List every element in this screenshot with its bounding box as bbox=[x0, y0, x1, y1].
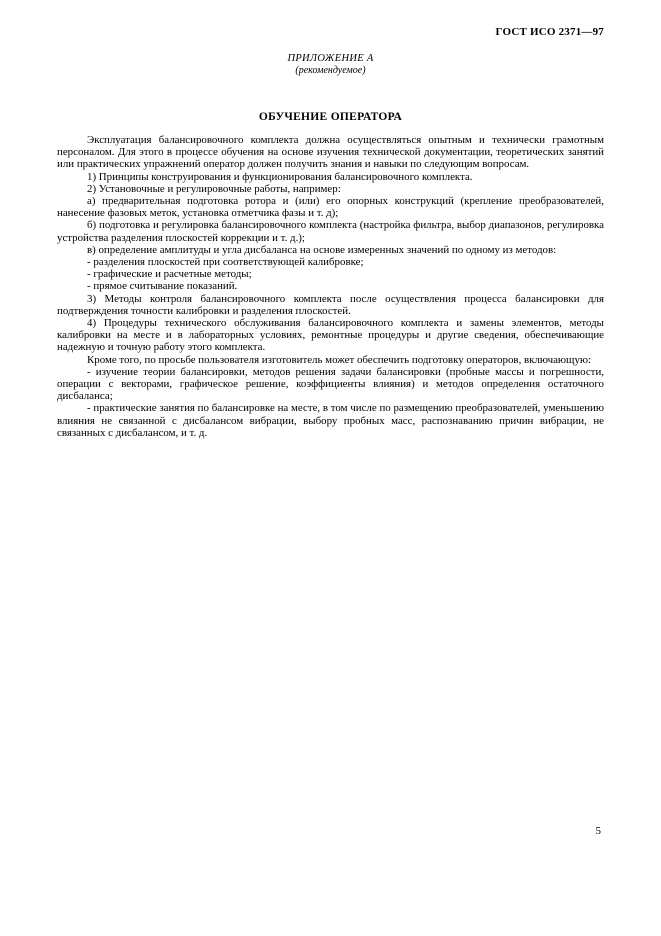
dash-item-5: - практические занятия по балансировке на месте, в том числе по размещению преобразователей, уменьшению влияния не связанной с дисбалансом вибрации, выбору пробных масс, распознаванию причин вибрации, не связанных с дисбалансом, и т. д. bbox=[57, 402, 604, 439]
paragraph-intro: Эксплуатация балансировочного комплекта должна осуществляться опытным и технически грамотным персоналом. Для этого в процессе обучения на основе изучения технической документации, теоретических занятий или практических упражнений оператор должен получить знания и навыки по следующим вопросам. bbox=[57, 134, 604, 171]
list-item-2b: б) подготовка и регулировка балансировочного комплекта (настройка фильтра, выбор диапазонов, регулировка устройства разделения плоскостей коррекции и т. д.); bbox=[57, 219, 604, 244]
list-item-3: 3) Методы контроля балансировочного комплекта после осуществления процесса балансировки для подтверждения точности калибровки и разделения плоскостей. bbox=[57, 292, 604, 317]
list-item-4: 4) Процедуры технического обслуживания балансировочного комплекта и замены элементов, методы калибровки на месте и в лабораторных условиях, ремонтные процедуры и другие сведения, обеспечивающие надежную и точную работу этого комплекта. bbox=[57, 317, 604, 354]
appendix-title: ПРИЛОЖЕНИЕ А bbox=[287, 53, 374, 64]
list-item-2a: а) предварительная подготовка ротора и (или) его опорных конструкций (крепление преобразователей, нанесение фазовых меток, установка отметчика фазы и т. д); bbox=[57, 195, 604, 220]
document-body bbox=[57, 134, 604, 439]
dash-item-3: - прямое считывание показаний. bbox=[87, 280, 238, 293]
appendix-subtitle: (рекомендуемое) bbox=[295, 65, 366, 76]
doc-code: ГОСТ ИСО 2371—97 bbox=[495, 26, 604, 38]
list-item-2v: в) определение амплитуды и угла дисбаланса на основе измеренных значений по одному из методов: bbox=[87, 243, 557, 256]
dash-item-4: - изучение теории балансировки, методов решения задачи балансировки (пробные массы и погрешности, операции с векторами, графическое решение, коэффициенты влияния) и методов определения остаточного дисбаланса; bbox=[57, 365, 604, 403]
dash-item-2: - графические и расчетные методы; bbox=[87, 268, 252, 281]
page-number: 5 bbox=[595, 825, 601, 837]
list-item-2: 2) Установочные и регулировочные работы, например: bbox=[87, 182, 341, 195]
dash-item-1: - разделения плоскостей при соответствующей калибровке; bbox=[87, 256, 364, 269]
section-title: ОБУЧЕНИЕ ОПЕРАТОРА bbox=[258, 111, 403, 123]
list-item-1: 1) Принципы конструирования и функционирования балансировочного комплекта. bbox=[87, 170, 473, 183]
appendix-block bbox=[0, 53, 661, 77]
paragraph-additional: Кроме того, по просьбе пользователя изготовитель может обеспечить подготовку операторов, включающую: bbox=[87, 353, 592, 366]
